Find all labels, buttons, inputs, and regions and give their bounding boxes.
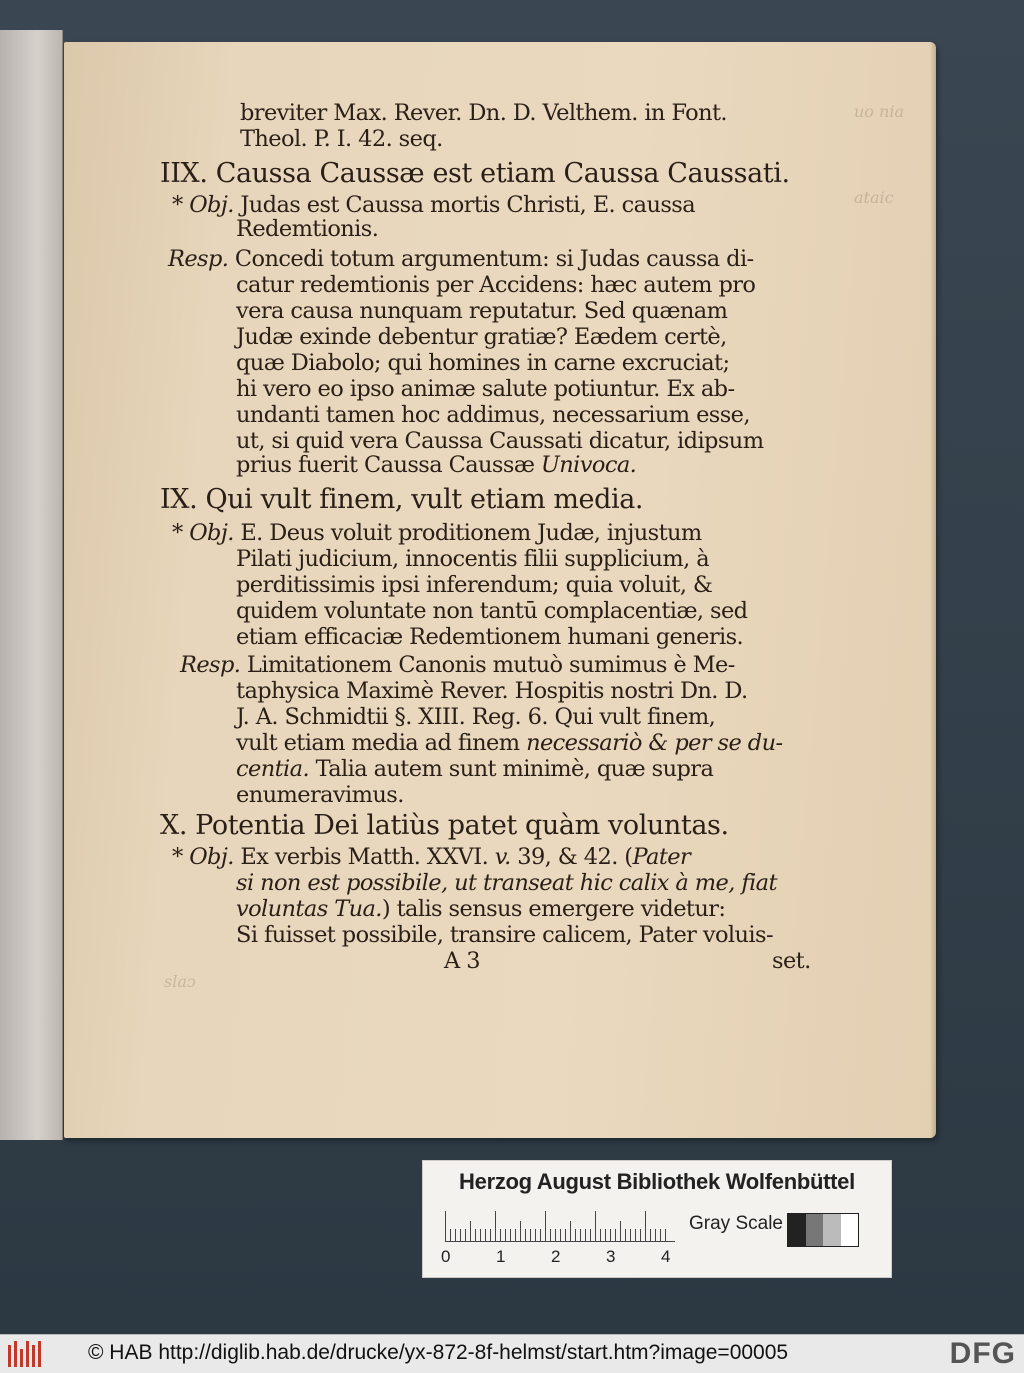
ruler-tick: [655, 1229, 656, 1241]
ruler-number: 3: [606, 1247, 616, 1266]
text-segment: catur redemtionis per Accidens: hæc autem pro: [236, 272, 756, 298]
text-line: [236, 272, 755, 298]
text-segment: Obj.: [189, 844, 234, 870]
target-title: Herzog August Bibliothek Wolfenbüttel: [459, 1169, 855, 1194]
hab-logo-icon: [8, 1341, 42, 1367]
ruler-tick: [500, 1229, 501, 1241]
ruler-tick: [575, 1229, 576, 1241]
gray-scale-swatches: [787, 1213, 859, 1247]
ruler-tick: [515, 1229, 516, 1241]
text-line: [236, 598, 747, 624]
bleed-through-text: uo nia: [854, 102, 904, 121]
text-segment: E. Deus voluit proditionem Judæ, injustum: [233, 520, 702, 546]
ruler-number: 4: [661, 1247, 671, 1266]
ruler-tick: [620, 1221, 621, 1241]
footer-url: © HAB http://diglib.hab.de/drucke/yx-872-8f-helmst/start.htm?image=00005: [88, 1341, 789, 1364]
text-line: [236, 624, 743, 650]
text-line: [168, 246, 754, 272]
text-line: [240, 100, 727, 126]
ruler-tick: [595, 1211, 596, 1241]
color-target-card: [422, 1160, 892, 1278]
ruler-tick: [665, 1229, 666, 1241]
text-segment: Pilati judicium, innocentis filii supplicium, à: [236, 546, 710, 572]
ruler-tick: [640, 1229, 641, 1241]
text-segment: Pater: [632, 844, 691, 870]
text-segment: ut, si quid vera Caussa Caussati dicatur, idipsum: [236, 428, 764, 454]
ruler-number: 0: [441, 1247, 451, 1266]
text-line: [236, 298, 727, 324]
text-segment: *: [172, 844, 190, 870]
text-line: [240, 126, 443, 152]
text-line: [236, 452, 636, 478]
ruler-number: 1: [496, 1247, 506, 1266]
footer-bar: [0, 1334, 1024, 1373]
ruler-tick: [485, 1229, 486, 1241]
text-segment: quæ Diabolo; qui homines in carne excruciat;: [236, 350, 730, 376]
ruler-tick: [625, 1229, 626, 1241]
text-segment: centia.: [236, 756, 310, 782]
text-segment: Limitationem Canonis mutuò sumimus è Me-: [240, 652, 735, 678]
ruler-tick: [465, 1229, 466, 1241]
text-line: [236, 350, 729, 376]
text-segment: enumeravimus.: [236, 782, 404, 808]
ruler-tick: [530, 1229, 531, 1241]
ruler-tick: [555, 1229, 556, 1241]
text-line: [236, 730, 782, 756]
bleed-through-text: ataic: [854, 188, 894, 207]
text-line: [236, 402, 750, 428]
ruler-tick: [460, 1229, 461, 1241]
ruler-tick: [550, 1229, 551, 1241]
text-segment: Judæ exinde debentur gratiæ? Eædem certè,: [236, 324, 727, 350]
text-line: [236, 324, 727, 350]
gray-swatch: [806, 1214, 824, 1246]
ruler-tick: [455, 1229, 456, 1241]
text-line: [236, 678, 748, 704]
text-line: [172, 844, 690, 870]
text-segment: Resp.: [168, 246, 229, 272]
text-segment: voluntas Tua.: [236, 896, 382, 922]
text-segment: Obj.: [189, 192, 234, 218]
text-line: [236, 922, 773, 948]
text-line: [236, 896, 725, 922]
ruler-tick: [480, 1229, 481, 1241]
text-segment: etiam efficaciæ Redemtionem humani generis.: [236, 624, 744, 650]
section-heading: [160, 484, 643, 515]
text-line: [236, 704, 715, 730]
text-segment: Univoca.: [540, 452, 637, 478]
section-heading: [160, 810, 729, 841]
ruler-tick: [490, 1229, 491, 1241]
ruler-tick: [590, 1229, 591, 1241]
ruler-number: 2: [551, 1247, 561, 1266]
ruler-tick: [450, 1229, 451, 1241]
facing-page-edge: [0, 30, 63, 1140]
text-line: [236, 572, 712, 598]
text-segment: Judas est Caussa mortis Christi, E. caussa: [233, 192, 696, 218]
ruler-tick: [660, 1229, 661, 1241]
text-segment: prius fuerit Caussa Caussæ: [236, 452, 541, 478]
text-segment: X. Potentia Dei latiùs patet quàm voluntas.: [160, 810, 729, 841]
text-segment: hi vero eo ipso animæ salute potiuntur. Ex ab-: [236, 376, 735, 402]
ruler-tick: [585, 1229, 586, 1241]
text-segment: IIX. Caussa Caussæ est etiam Caussa Caussati.: [160, 158, 790, 189]
text-segment: si non est possibile, ut transeat hic calix à me, fiat: [236, 870, 777, 896]
text-segment: taphysica Maximè Rever. Hospitis nostri Dn. D.: [236, 678, 748, 704]
text-segment: quidem voluntate non tantū complacentiæ, sed: [236, 598, 748, 624]
text-line: [236, 216, 378, 242]
text-line: [236, 546, 709, 572]
text-segment: necessariò & per se du-: [526, 730, 783, 756]
ruler-tick: [635, 1229, 636, 1241]
ruler-tick: [525, 1229, 526, 1241]
ruler-tick: [645, 1211, 646, 1241]
signature-mark: A 3: [444, 948, 480, 974]
text-segment: breviter Max. Rever. Dn. D. Velthem. in Font.: [240, 100, 727, 126]
gray-scale-label: Gray Scale: [689, 1213, 783, 1234]
ruler-tick: [560, 1229, 561, 1241]
text-segment: undanti tamen hoc addimus, necessarium esse,: [236, 402, 750, 428]
ruler-tick: [535, 1229, 536, 1241]
text-segment: *: [172, 520, 190, 546]
ruler-tick: [570, 1221, 571, 1241]
catchword: set.: [772, 948, 811, 974]
ruler-tick: [505, 1229, 506, 1241]
ruler-tick: [615, 1229, 616, 1241]
text-segment: *: [172, 192, 190, 218]
text-segment: Si fuisset possibile, transire calicem, Pater voluis-: [236, 922, 773, 948]
text-segment: Theol. P. I. 42. seq.: [240, 126, 443, 152]
ruler-tick: [610, 1229, 611, 1241]
text-segment: Concedi totum argumentum: si Judas caussa di-: [228, 246, 754, 272]
ruler-tick: [445, 1211, 446, 1241]
bleed-through-text: slaɔ: [164, 972, 196, 991]
ruler-tick: [580, 1229, 581, 1241]
text-line: [180, 652, 735, 678]
ruler-tick: [540, 1229, 541, 1241]
dfg-logo: DFG: [949, 1337, 1016, 1370]
ruler-tick: [470, 1221, 471, 1241]
text-segment: Obj.: [189, 520, 234, 546]
ruler-tick: [650, 1229, 651, 1241]
ruler-tick: [565, 1229, 566, 1241]
text-line: [172, 192, 695, 218]
ruler-tick: [600, 1229, 601, 1241]
text-segment: 39, & 42. (: [510, 844, 633, 870]
ruler-tick: [495, 1211, 496, 1241]
text-segment: ) talis sensus emergere videtur:: [381, 896, 726, 922]
ruler-tick: [605, 1229, 606, 1241]
text-line: [236, 428, 763, 454]
text-segment: vera causa nunquam reputatur. Sed quænam: [236, 298, 728, 324]
text-segment: Redemtionis.: [236, 216, 379, 242]
text-line: [172, 520, 702, 546]
text-segment: Resp.: [180, 652, 241, 678]
scale-ruler: [445, 1211, 675, 1241]
text-segment: perditissimis ipsi inferendum; quia voluit, &: [236, 572, 713, 598]
section-heading: [160, 158, 790, 189]
text-segment: Ex verbis Matth. XXVI.: [233, 844, 495, 870]
text-line: [236, 756, 713, 782]
text-line: [236, 870, 777, 896]
text-segment: Talia autem sunt minimè, quæ supra: [309, 756, 714, 782]
text-segment: IX. Qui vult finem, vult etiam media.: [160, 484, 644, 515]
ruler-tick: [630, 1229, 631, 1241]
book-page: [64, 42, 936, 1138]
ruler-tick: [510, 1229, 511, 1241]
text-segment: vult etiam media ad finem: [236, 730, 527, 756]
text-segment: v.: [494, 844, 511, 870]
ruler-tick: [520, 1221, 521, 1241]
gray-swatch: [788, 1214, 806, 1246]
gray-swatch: [823, 1214, 841, 1246]
ruler-tick: [545, 1211, 546, 1241]
text-line: [236, 782, 404, 808]
text-segment: J. A. Schmidtii §. XIII. Reg. 6. Qui vult finem,: [236, 704, 716, 730]
gray-swatch: [841, 1214, 859, 1246]
ruler-tick: [475, 1229, 476, 1241]
text-line: [236, 376, 734, 402]
